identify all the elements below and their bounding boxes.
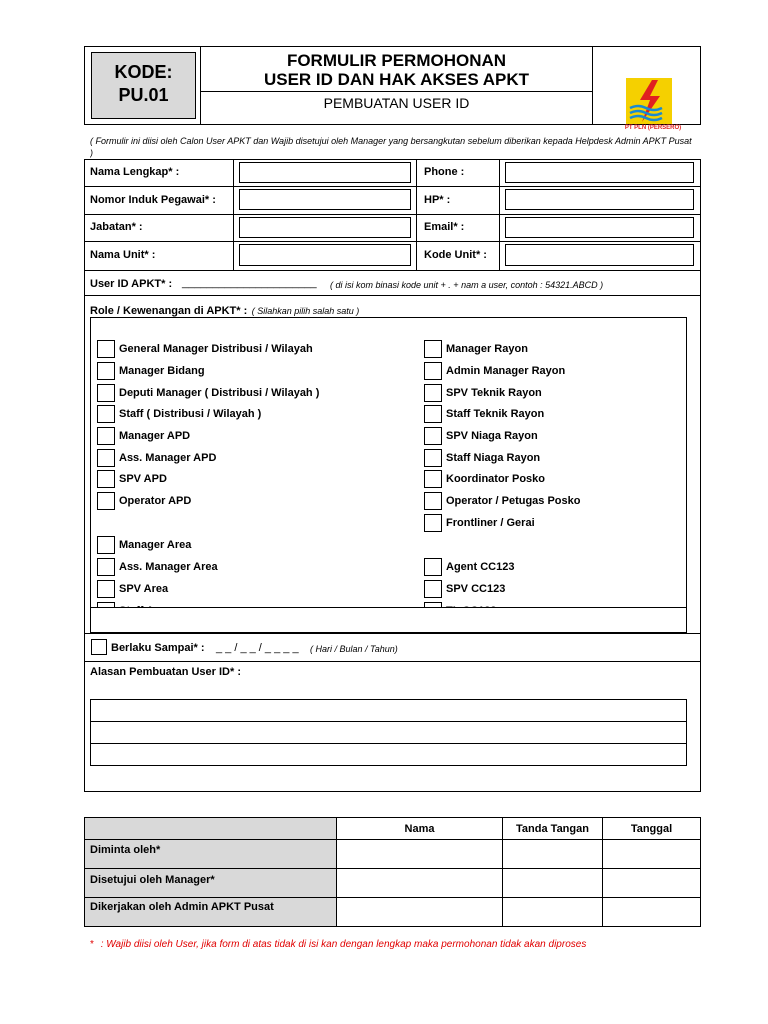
row-divider: [84, 633, 701, 634]
sign-row-label: Disetujui oleh Manager*: [85, 869, 337, 898]
footnote: [90, 939, 586, 950]
sign-cell-tanggal[interactable]: [603, 869, 701, 898]
role-checkbox[interactable]: [97, 405, 115, 423]
phone-label: Phone :: [424, 166, 465, 178]
row-divider: [84, 270, 701, 271]
kode-line1: KODE:: [114, 62, 173, 82]
role-option-right[interactable]: [424, 405, 544, 423]
role-checkbox[interactable]: [424, 427, 442, 445]
row-divider: [84, 241, 701, 242]
role-option-label: General Manager Distribusi / Wilayah: [119, 343, 313, 355]
alasan-line-3[interactable]: [90, 743, 687, 766]
role-option-right[interactable]: [424, 427, 538, 445]
role-checkbox[interactable]: [97, 492, 115, 510]
role-option-label: Staff Teknik Rayon: [446, 408, 545, 420]
role-checkbox[interactable]: [97, 580, 115, 598]
nama-lengkap-label: Nama Lengkap* :: [90, 166, 180, 178]
role-option-label: Staff ( Distribusi / Wilayah ): [119, 408, 262, 420]
alasan-label: Alasan Pembuatan User ID* :: [90, 666, 241, 678]
role-option-label: Koordinator Posko: [446, 473, 546, 485]
role-option-left[interactable]: [97, 384, 319, 402]
berlaku-label: Berlaku Sampai* :: [111, 642, 205, 654]
role-option-label: Staff Niaga Rayon: [446, 452, 541, 464]
sign-cell-tanggal[interactable]: [603, 840, 701, 869]
role-checkbox[interactable]: [424, 580, 442, 598]
sign-cell-tanggal[interactable]: [603, 898, 701, 927]
footnote-star: *: [90, 939, 94, 950]
role-option-label: Manager Rayon: [446, 343, 528, 355]
role-list-bottom-bar[interactable]: [90, 607, 687, 633]
sign-cell-nama[interactable]: [337, 869, 503, 898]
role-option-left[interactable]: [97, 362, 205, 380]
role-option-label: SPV Niaga Rayon: [446, 430, 538, 442]
berlaku-hint: ( Hari / Bulan / Tahun): [310, 644, 398, 654]
role-checkbox[interactable]: [424, 449, 442, 467]
phone-input[interactable]: [505, 162, 694, 183]
role-option-label: Manager Bidang: [119, 365, 205, 377]
role-option-left[interactable]: [97, 536, 191, 554]
role-checkbox[interactable]: [97, 427, 115, 445]
role-checkbox[interactable]: [97, 536, 115, 554]
role-checkbox[interactable]: [424, 340, 442, 358]
hp-input[interactable]: [505, 189, 694, 210]
title-separator-right: [592, 46, 593, 125]
role-option-left[interactable]: [97, 405, 261, 423]
sign-cell-ttd[interactable]: [503, 869, 603, 898]
role-option-label: Deputi Manager ( Distribusi / Wilayah ): [119, 387, 320, 399]
role-option-label: SPV CC123: [446, 583, 506, 595]
role-option-label: Operator APD: [119, 495, 192, 507]
role-option-label: Frontliner / Gerai: [446, 517, 535, 529]
pln-logo: [620, 78, 680, 130]
kode-unit-input[interactable]: [505, 244, 694, 266]
subtitle-divider: [200, 91, 592, 92]
role-option-right[interactable]: [424, 340, 528, 358]
nip-input[interactable]: [239, 189, 411, 210]
role-option-left[interactable]: [97, 470, 167, 488]
title-line2: USER ID DAN HAK AKSES APKT: [263, 70, 530, 89]
role-option-right[interactable]: [424, 470, 545, 488]
role-checkbox[interactable]: [424, 558, 442, 576]
signature-table: [84, 817, 701, 927]
role-checkbox[interactable]: [97, 449, 115, 467]
role-option-left[interactable]: [97, 340, 313, 358]
role-option-label: Manager Area: [119, 539, 192, 551]
role-checkbox[interactable]: [97, 384, 115, 402]
sign-header-tanggal: Tanggal: [603, 818, 701, 840]
row-divider: [84, 661, 701, 662]
form-note: ( Formulir ini diisi oleh Calon User APKT dan Wajib disetujui oleh Manager yang bersangkutan sebelum diberikan kepada Helpdesk Admin APKT Pusat ): [90, 136, 692, 158]
role-checkbox[interactable]: [424, 405, 442, 423]
role-checkbox[interactable]: [97, 362, 115, 380]
nip-label: Nomor Induk Pegawai* :: [90, 194, 216, 206]
sign-header-empty: [85, 818, 337, 840]
role-option-right[interactable]: [424, 492, 580, 510]
sign-header-nama: Nama: [337, 818, 503, 840]
role-option-left[interactable]: [97, 449, 216, 467]
role-option-right[interactable]: [424, 514, 535, 532]
row-divider: [84, 186, 701, 187]
role-option-left[interactable]: [97, 427, 190, 445]
role-checkbox[interactable]: [424, 384, 442, 402]
sign-cell-ttd[interactable]: [503, 840, 603, 869]
role-option-left[interactable]: [97, 580, 168, 598]
sign-cell-nama[interactable]: [337, 840, 503, 869]
alasan-line-1[interactable]: [90, 699, 687, 722]
role-option-label: SPV Teknik Rayon: [446, 387, 542, 399]
role-checkbox[interactable]: [424, 362, 442, 380]
role-hint: ( Silahkan pilih salah satu ): [251, 306, 360, 316]
sign-cell-nama[interactable]: [337, 898, 503, 927]
logo-caption: PT PLN (PERSERO): [624, 125, 682, 131]
role-checkbox[interactable]: [424, 470, 442, 488]
role-option-label: Ass. Manager Area: [119, 561, 218, 573]
hp-label: HP* :: [424, 194, 451, 206]
role-checkbox[interactable]: [424, 492, 442, 510]
nama-unit-label: Nama Unit* :: [90, 249, 156, 261]
footnote-text: : Wajib diisi oleh User, jika form di atas tidak di isi kan dengan lengkap maka permohonan tidak akan diproses: [100, 939, 587, 950]
title-line1: FORMULIR PERMOHONAN: [286, 51, 507, 70]
role-option-label: Ass. Manager APD: [119, 452, 217, 464]
userid-label: User ID APKT* :: [90, 278, 173, 290]
col-divider: [416, 159, 417, 270]
col-divider: [499, 159, 500, 270]
role-option-left[interactable]: [97, 492, 191, 510]
kode-line2: PU.01: [118, 85, 169, 105]
role-checkbox[interactable]: [97, 470, 115, 488]
kode-unit-label: Kode Unit* :: [424, 249, 487, 261]
role-option-label: Admin Manager Rayon: [446, 365, 566, 377]
alasan-line-2[interactable]: [90, 721, 687, 744]
role-option-right[interactable]: [424, 449, 540, 467]
role-list-box[interactable]: [90, 317, 687, 633]
email-input[interactable]: [505, 217, 694, 238]
userid-hint: ( di isi kom binasi kode unit + . + nam a user, contoh : 54321.ABCD ): [330, 280, 604, 290]
role-option-label: Manager APD: [119, 430, 191, 442]
email-label: Email* :: [424, 221, 465, 233]
role-checkbox[interactable]: [97, 340, 115, 358]
row-divider: [84, 214, 701, 215]
subtitle: PEMBUATAN USER ID: [323, 95, 470, 111]
kode-box: [91, 52, 196, 119]
role-option-right[interactable]: [424, 558, 514, 576]
role-option-label: SPV Area: [119, 583, 169, 595]
col-divider: [233, 159, 234, 270]
jabatan-label: Jabatan* :: [90, 221, 143, 233]
row-divider: [84, 295, 701, 296]
sign-cell-ttd[interactable]: [503, 898, 603, 927]
role-option-label: Agent CC123: [446, 561, 515, 573]
sign-row-label: Diminta oleh*: [85, 840, 337, 869]
role-checkbox[interactable]: [424, 514, 442, 532]
role-option-left[interactable]: [97, 558, 218, 576]
userid-input[interactable]: ______________________: [182, 277, 317, 289]
nama-lengkap-input[interactable]: [239, 162, 411, 183]
sign-header-ttd: Tanda Tangan: [503, 818, 603, 840]
role-option-right[interactable]: [424, 384, 542, 402]
role-option-label: SPV APD: [119, 473, 167, 485]
role-option-right[interactable]: [424, 580, 505, 598]
berlaku-checkbox[interactable]: [91, 639, 107, 655]
berlaku-date-input[interactable]: _ _ / _ _ / _ _ _ _: [216, 642, 299, 654]
jabatan-input[interactable]: [239, 217, 411, 238]
role-option-label: Operator / Petugas Posko: [446, 495, 581, 507]
nama-unit-input[interactable]: [239, 244, 411, 266]
sign-row-label: Dikerjakan oleh Admin APKT Pusat: [85, 898, 337, 927]
role-label: Role / Kewenangan di APKT* :: [90, 305, 248, 317]
role-checkbox[interactable]: [97, 558, 115, 576]
role-option-right[interactable]: [424, 362, 565, 380]
